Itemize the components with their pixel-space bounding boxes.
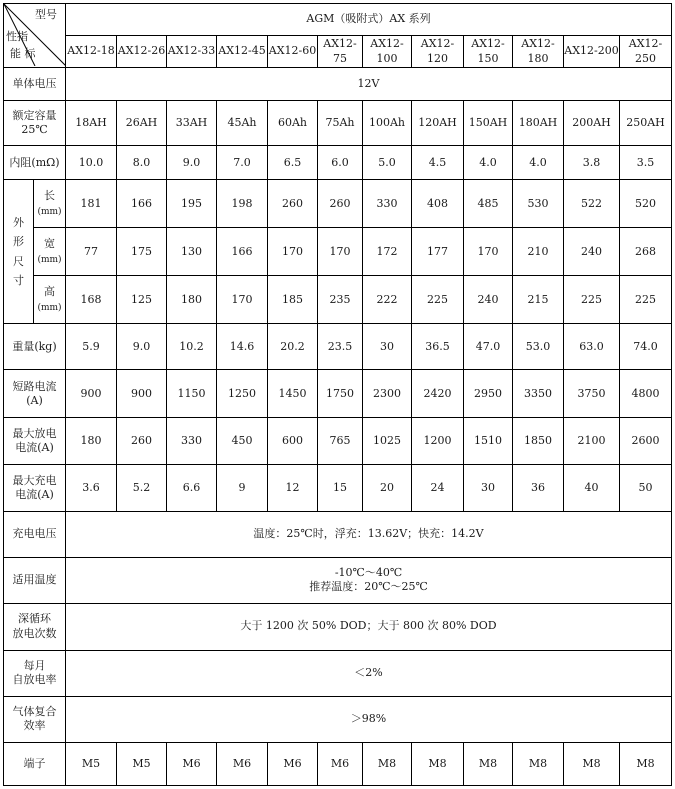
value-cell: 225 xyxy=(564,276,620,324)
recombination-value: ＞98% xyxy=(66,696,672,742)
value-cell: 2420 xyxy=(412,370,464,418)
value-cell: AX12-18 xyxy=(66,36,117,68)
terminal-row xyxy=(4,742,672,785)
value-cell: 4.5 xyxy=(412,146,464,180)
temperature-recommended: 推荐温度：20℃～25℃ xyxy=(309,580,428,594)
value-cell: 530 xyxy=(513,180,564,228)
value-cell: 9.0 xyxy=(117,324,167,370)
value-cell: 33AH xyxy=(167,101,217,146)
value-cell: 63.0 xyxy=(564,324,620,370)
value-cell: M5 xyxy=(66,742,117,785)
value-cell: 6.0 xyxy=(318,146,363,180)
max-charge-label-line1: 最大充电 xyxy=(12,473,57,487)
value-cell: 180 xyxy=(167,276,217,324)
value-cell: 7.0 xyxy=(217,146,268,180)
value-cell: 268 xyxy=(620,228,672,276)
value-cell: 1750 xyxy=(318,370,363,418)
value-cell: M6 xyxy=(268,742,318,785)
value-cell: 1150 xyxy=(167,370,217,418)
value-cell: 450 xyxy=(217,418,268,465)
value-cell: 522 xyxy=(564,180,620,228)
value-cell: AX12-100 xyxy=(363,36,412,68)
value-cell: 6.6 xyxy=(167,465,217,511)
value-cell: 4800 xyxy=(620,370,672,418)
recombination-label xyxy=(4,696,66,742)
length-label-text: 长 xyxy=(44,188,55,202)
temperature-row xyxy=(4,557,672,603)
resistance-label: 内阻(mΩ) xyxy=(4,146,66,180)
value-cell: 10.2 xyxy=(167,324,217,370)
temperature-label: 适用温度 xyxy=(4,557,66,603)
value-cell: AX12-180 xyxy=(513,36,564,68)
self-discharge-label xyxy=(4,650,66,696)
value-cell: 240 xyxy=(464,276,513,324)
value-cell: M8 xyxy=(513,742,564,785)
value-cell: 180AH xyxy=(513,101,564,146)
value-cell: 172 xyxy=(363,228,412,276)
cycles-label-line2: 放电次数 xyxy=(12,626,57,640)
value-cell: 765 xyxy=(318,418,363,465)
value-cell: 1850 xyxy=(513,418,564,465)
value-cell: 18AH xyxy=(66,101,117,146)
value-cell: AX12-250 xyxy=(620,36,672,68)
value-cell: M8 xyxy=(363,742,412,785)
value-cell: 14.6 xyxy=(217,324,268,370)
value-cell: 4.0 xyxy=(464,146,513,180)
value-cell: 175 xyxy=(117,228,167,276)
capacity-label-line2: 25℃ xyxy=(21,123,48,137)
value-cell: 3.6 xyxy=(66,465,117,511)
value-cell: 3.5 xyxy=(620,146,672,180)
value-cell: 75Ah xyxy=(318,101,363,146)
value-cell: 60Ah xyxy=(268,101,318,146)
value-cell: 1200 xyxy=(412,418,464,465)
value-cell: 6.5 xyxy=(268,146,318,180)
value-cell: AX12-33 xyxy=(167,36,217,68)
length-row xyxy=(4,180,672,228)
value-cell: M8 xyxy=(412,742,464,785)
value-cell: 222 xyxy=(363,276,412,324)
width-label xyxy=(34,228,66,276)
max-discharge-label-line1: 最大放电 xyxy=(12,427,57,441)
value-cell: M6 xyxy=(217,742,268,785)
max-discharge-row xyxy=(4,418,672,465)
value-cell: 250AH xyxy=(620,101,672,146)
value-cell: 10.0 xyxy=(66,146,117,180)
value-cell: 166 xyxy=(117,180,167,228)
length-label xyxy=(34,180,66,228)
value-cell: 30 xyxy=(363,324,412,370)
value-cell: 120AH xyxy=(412,101,464,146)
value-cell: AX12-26 xyxy=(117,36,167,68)
voltage-value: 12V xyxy=(66,68,672,101)
value-cell: 900 xyxy=(66,370,117,418)
value-cell: 150AH xyxy=(464,101,513,146)
value-cell: 5.9 xyxy=(66,324,117,370)
value-cell: 15 xyxy=(318,465,363,511)
value-cell: 235 xyxy=(318,276,363,324)
height-label xyxy=(34,276,66,324)
temperature-range: -10℃～40℃ xyxy=(334,565,403,579)
self-discharge-label-line1: 每月 xyxy=(23,658,46,672)
value-cell: 520 xyxy=(620,180,672,228)
cycles-row xyxy=(4,603,672,650)
cycles-label xyxy=(4,603,66,650)
resistance-row xyxy=(4,146,672,180)
value-cell: 36.5 xyxy=(412,324,464,370)
value-cell: 77 xyxy=(66,228,117,276)
value-cell: 100Ah xyxy=(363,101,412,146)
value-cell: 215 xyxy=(513,276,564,324)
value-cell: 50 xyxy=(620,465,672,511)
cycles-value: 大于 1200 次 50% DOD；大于 800 次 80% DOD xyxy=(66,603,672,650)
value-cell: 23.5 xyxy=(318,324,363,370)
dim-char: 寸 xyxy=(13,273,24,287)
value-cell: 330 xyxy=(167,418,217,465)
value-cell: 3.8 xyxy=(564,146,620,180)
value-cell: AX12-60 xyxy=(268,36,318,68)
value-cell: 408 xyxy=(412,180,464,228)
value-cell: 26AH xyxy=(117,101,167,146)
max-charge-row xyxy=(4,465,672,511)
value-cell: 2300 xyxy=(363,370,412,418)
value-cell: 200AH xyxy=(564,101,620,146)
cycles-label-line1: 深循环 xyxy=(18,612,51,626)
model-row xyxy=(4,36,672,68)
charge-voltage-label: 充电电压 xyxy=(4,511,66,557)
width-label-text: 宽 xyxy=(44,236,55,250)
value-cell: 225 xyxy=(620,276,672,324)
value-cell: 225 xyxy=(412,276,464,324)
capacity-row xyxy=(4,101,672,146)
value-cell: 330 xyxy=(363,180,412,228)
value-cell: 260 xyxy=(117,418,167,465)
value-cell: 4.0 xyxy=(513,146,564,180)
value-cell: 168 xyxy=(66,276,117,324)
value-cell: M8 xyxy=(620,742,672,785)
value-cell: 45Ah xyxy=(217,101,268,146)
weight-label: 重量(kg) xyxy=(4,324,66,370)
max-discharge-label xyxy=(4,418,66,465)
value-cell: 185 xyxy=(268,276,318,324)
weight-row xyxy=(4,324,672,370)
charge-voltage-value: 温度：25℃时，浮充：13.62V；快充：14.2V xyxy=(66,511,672,557)
value-cell: M6 xyxy=(318,742,363,785)
value-cell: 12 xyxy=(268,465,318,511)
value-cell: 5.2 xyxy=(117,465,167,511)
value-cell: M8 xyxy=(464,742,513,785)
max-charge-label-line2: 电流(A) xyxy=(15,487,54,501)
capacity-label xyxy=(4,101,66,146)
self-discharge-value: ＜2% xyxy=(66,650,672,696)
value-cell: 8.0 xyxy=(117,146,167,180)
dim-char: 外 xyxy=(13,216,24,230)
value-cell: 3350 xyxy=(513,370,564,418)
value-cell: 181 xyxy=(66,180,117,228)
value-cell: AX12-120 xyxy=(412,36,464,68)
value-cell: 170 xyxy=(464,228,513,276)
value-cell: 180 xyxy=(66,418,117,465)
height-label-text: 高 xyxy=(44,284,55,298)
value-cell: 1250 xyxy=(217,370,268,418)
value-cell: 24 xyxy=(412,465,464,511)
value-cell: 36 xyxy=(513,465,564,511)
value-cell: 600 xyxy=(268,418,318,465)
value-cell: 900 xyxy=(117,370,167,418)
value-cell: 9 xyxy=(217,465,268,511)
recombination-label-line1: 气体复合 xyxy=(12,704,57,718)
voltage-row xyxy=(4,68,672,101)
value-cell: 2600 xyxy=(620,418,672,465)
header-corner-cell xyxy=(4,4,66,68)
value-cell: 40 xyxy=(564,465,620,511)
temperature-value xyxy=(66,557,672,603)
corner-label-model: 型号 xyxy=(35,8,57,21)
max-discharge-label-line2: 电流(A) xyxy=(15,441,54,455)
recombination-label-line2: 效率 xyxy=(23,719,46,733)
value-cell: 74.0 xyxy=(620,324,672,370)
value-cell: 1510 xyxy=(464,418,513,465)
value-cell: 260 xyxy=(268,180,318,228)
voltage-label: 单体电压 xyxy=(4,68,66,101)
short-circuit-row xyxy=(4,370,672,418)
value-cell: M8 xyxy=(564,742,620,785)
recombination-row xyxy=(4,696,672,742)
value-cell: 485 xyxy=(464,180,513,228)
value-cell: 260 xyxy=(318,180,363,228)
value-cell: 30 xyxy=(464,465,513,511)
value-cell: AX12-75 xyxy=(318,36,363,68)
corner-label-property: 性指 xyxy=(6,30,28,43)
value-cell: 166 xyxy=(217,228,268,276)
value-cell: 2100 xyxy=(564,418,620,465)
width-unit: (mm) xyxy=(37,255,62,266)
height-row xyxy=(4,276,672,324)
value-cell: 130 xyxy=(167,228,217,276)
width-row xyxy=(4,228,672,276)
header-row xyxy=(4,4,672,36)
value-cell: 170 xyxy=(318,228,363,276)
value-cell: 198 xyxy=(217,180,268,228)
value-cell: 170 xyxy=(268,228,318,276)
value-cell: 1025 xyxy=(363,418,412,465)
value-cell: 177 xyxy=(412,228,464,276)
value-cell: 3750 xyxy=(564,370,620,418)
terminal-label: 端子 xyxy=(4,742,66,785)
dimensions-label-chars xyxy=(4,213,33,290)
self-discharge-row xyxy=(4,650,672,696)
value-cell: AX12-45 xyxy=(217,36,268,68)
value-cell: 195 xyxy=(167,180,217,228)
value-cell: AX12-150 xyxy=(464,36,513,68)
value-cell: 20.2 xyxy=(268,324,318,370)
value-cell: 170 xyxy=(217,276,268,324)
value-cell: 20 xyxy=(363,465,412,511)
value-cell: 9.0 xyxy=(167,146,217,180)
short-circuit-label-line2: (A) xyxy=(26,393,43,407)
height-unit: (mm) xyxy=(37,303,62,314)
self-discharge-label-line2: 自放电率 xyxy=(12,673,57,687)
value-cell: 2950 xyxy=(464,370,513,418)
capacity-label-line1: 额定容量 xyxy=(12,108,57,122)
value-cell: 240 xyxy=(564,228,620,276)
dim-char: 形 xyxy=(13,235,24,249)
short-circuit-label xyxy=(4,370,66,418)
value-cell: 1450 xyxy=(268,370,318,418)
value-cell: AX12-200 xyxy=(564,36,620,68)
value-cell: 210 xyxy=(513,228,564,276)
max-charge-label xyxy=(4,465,66,511)
series-title: AGM（吸附式）AX 系列 xyxy=(66,4,672,36)
value-cell: M6 xyxy=(167,742,217,785)
value-cell: 5.0 xyxy=(363,146,412,180)
charge-voltage-row xyxy=(4,511,672,557)
value-cell: 125 xyxy=(117,276,167,324)
value-cell: 47.0 xyxy=(464,324,513,370)
value-cell: M5 xyxy=(117,742,167,785)
value-cell: 53.0 xyxy=(513,324,564,370)
dimensions-label xyxy=(4,180,34,324)
short-circuit-label-line1: 短路电流 xyxy=(12,379,57,393)
dim-char: 尺 xyxy=(13,254,24,268)
battery-spec-table xyxy=(3,3,672,786)
length-unit: (mm) xyxy=(37,207,62,217)
corner-label-index: 能 标 xyxy=(10,46,36,60)
